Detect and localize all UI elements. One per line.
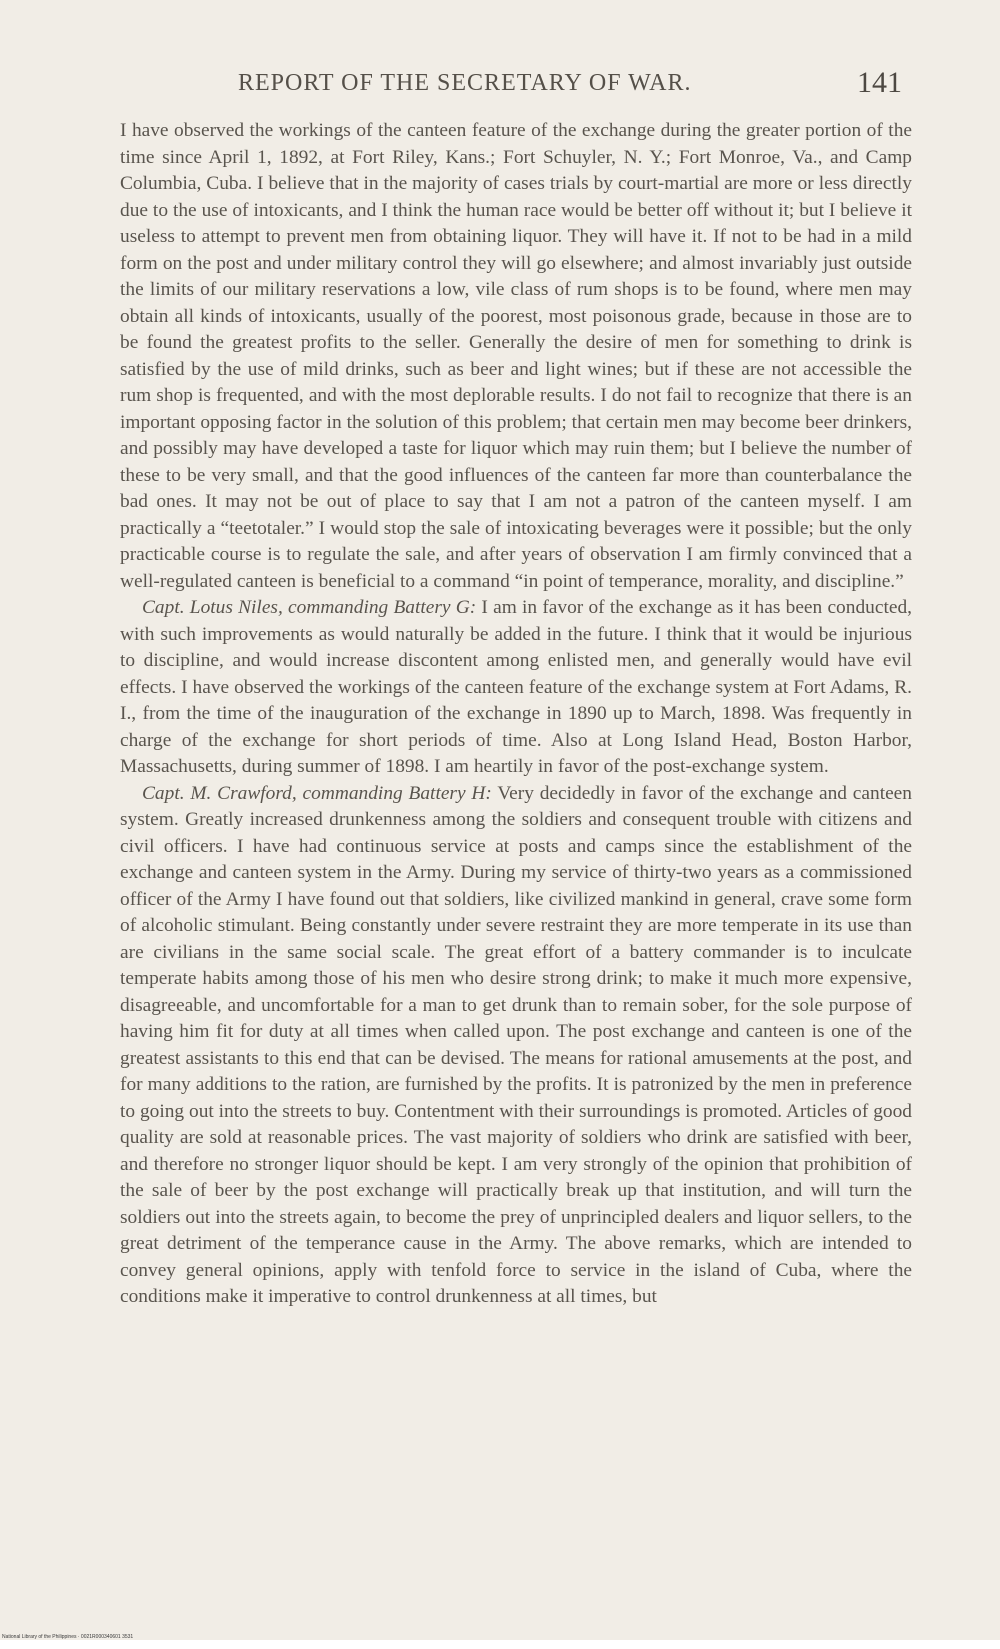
paragraph-2-text: I am in favor of the exchange as it has been conducted, with such improvements as would naturally be added in the future. I think that it would be injurious to discipline, and would increase discontent among enlisted men, and generally would have evil effects. I have observed the workings of the canteen feature of the exchange system at Fort Adams, R. I., from the time of the inauguration of the exchange in 1890 up to March, 1898. Was frequently in charge of the exchange for short periods of time. Also at Long Island Head, Boston Harbor, Massachusetts, during summer of 1898. I am heartily in favor of the post-exchange system. [120, 597, 912, 777]
paragraph-1 [120, 118, 912, 595]
page-number: 141 [857, 66, 902, 99]
paragraph-3-text: Very decidedly in favor of the exchange and canteen system. Greatly increased drunkenness among the soldiers and consequent trouble with citizens and civil officers. I have had continuous service at posts and camps since the establishment of the exchange and canteen system in the Army. During my service of thirty-two years as a commissioned officer of the Army I have found out that soldiers, like civilized mankind in general, crave some form of alcoholic stimulant. Being constantly under severe restraint they are more temperate in its use than are civilians in the same social scale. The great effort of a battery commander is to inculcate temperate habits among those of his men who desire strong drink; to make it much more expensive, disagreeable, and uncomfortable for a man to get drunk than to remain sober, for the sole purpose of having him fit for duty at all times when called upon. The post exchange and canteen is one of the greatest assistants to this end that can be devised. The means for rational amusements at the post, and for many additions to the ration, are furnished by the profits. It is patronized by the men in preference to going out into the streets to buy. Contentment with their surroundings is promoted. Articles of good quality are sold at reasonable prices. The vast majority of soldiers who drink are satisfied with beer, and therefore no stronger liquor should be kept. I am very strongly of the opinion that prohibition of the sale of beer by the post exchange will practically break up that institution, and will turn the soldiers out into the streets again, to become the prey of unprincipled dealers and liquor sellers, to the great detriment of the temperance cause in the Army. The above remarks, which are intended to convey general opinions, apply with tenfold force to service in the island of Cuba, where the conditions make it imperative to control drunkenness at all times, but [120, 782, 912, 1307]
scan-footer-note: National Library of the Philippines · 0021R000340601 3531 [2, 1634, 134, 1640]
paragraph-3 [120, 781, 912, 1311]
scan-bottom-band [0, 1640, 1000, 1649]
running-title: REPORT OF THE SECRETARY OF WAR. [238, 70, 692, 96]
body-text [120, 118, 912, 1311]
speaker-niles: Capt. Lotus Niles, commanding Battery G: [142, 597, 477, 618]
speaker-crawford: Capt. M. Crawford, commanding Battery H: [142, 782, 492, 804]
paragraph-2 [120, 595, 912, 781]
page-header [120, 66, 912, 106]
paragraph-1-text: I have observed the workings of the canteen feature of the exchange during the greater portion of the time since April 1, 1892, at Fort Riley, Kans.; Fort Schuyler, N. Y.; Fort Monroe, Va., and Camp Columbia, Cuba. I believe that in the majority of cases trials by court-martial are more or less directly due to the use of intoxicants, and I think the human race would be better off without it; but I believe it useless to attempt to prevent men from obtaining liquor. They will have it. If not to be had in a mild form on the post and under military control they will go elsewhere; and almost invariably just outside the limits of our military reservations a low, vile class of rum shops is to be found, where men may obtain all kinds of intoxicants, usually of the poorest, most poisonous grade, because in those are to be found the greatest profits to the seller. Generally the desire of men for something to drink is satisfied by the use of mild drinks, such as beer and light wines; but if these are not accessible the rum shop is frequented, and with the most deplorable results. I do not fail to recognize that there is an important opposing factor in the solution of this problem; that certain men may become beer drinkers, and possibly may have developed a taste for liquor which may ruin them; but I believe the number of these to be very small, and that the good influences of the canteen far more than counterbalance the bad ones. It may not be out of place to say that I am not a patron of the canteen myself. I am practically a “teetotaler.” I would stop the sale of intoxicating beverages were it possible; but the only practicable course is to regulate the sale, and after years of observation I am firmly convinced that a well-regulated canteen is beneficial to a command “in point of temperance, morality, and discipline.” [120, 120, 912, 592]
